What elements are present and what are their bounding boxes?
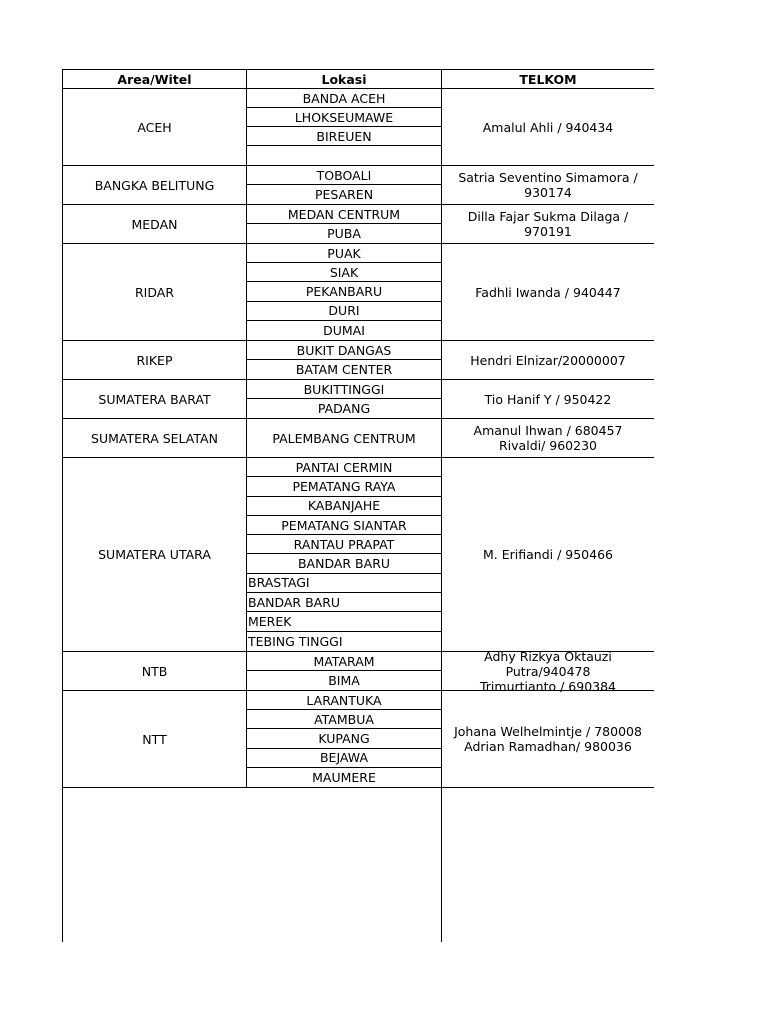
- area-group: [62, 205, 654, 244]
- lokasi-cell[interactable]: BRASTAGI: [247, 574, 441, 593]
- area-group: [62, 341, 654, 380]
- lokasi-cell[interactable]: TEBING TINGGI: [248, 633, 343, 649]
- telkom-cell[interactable]: [441, 166, 654, 204]
- lokasi-list: [246, 458, 441, 651]
- telkom-contact: Trimurtianto / 690384: [479, 678, 617, 694]
- empty-lokasi-cell[interactable]: [246, 788, 441, 942]
- telkom-cell[interactable]: [441, 419, 654, 457]
- telkom-contact: Johana Welhelmintje / 780008: [454, 724, 642, 739]
- lokasi-list: [246, 419, 441, 457]
- telkom-contact: Satria Seventino Simamora / 930174: [458, 170, 638, 200]
- lokasi-list: [246, 652, 441, 690]
- telkom-contact: Amanul Ihwan / 680457: [473, 423, 623, 438]
- lokasi-cell[interactable]: PADANG: [317, 401, 371, 416]
- lokasi-cell[interactable]: PEMATANG SIANTAR: [247, 516, 441, 535]
- telkom-cell[interactable]: [441, 458, 654, 651]
- telkom-contact: Adrian Ramadhan/ 980036: [464, 739, 632, 754]
- lokasi-list: [246, 380, 441, 418]
- lokasi-cell[interactable]: BIREUEN: [247, 127, 441, 146]
- telkom-cell[interactable]: [441, 691, 654, 787]
- lokasi-cell[interactable]: MEDAN CENTRUM: [247, 205, 441, 224]
- header-area-witel[interactable]: Area/Witel: [62, 70, 246, 88]
- lokasi-list: [246, 341, 441, 379]
- telkom-contact: Tio Hanif Y / 950422: [484, 391, 612, 407]
- lokasi-list: [246, 244, 441, 340]
- telkom-contact: Fadhli Iwanda / 940447: [475, 284, 621, 300]
- telkom-cell[interactable]: [441, 89, 654, 165]
- lokasi-cell[interactable]: LARANTUKA: [247, 691, 441, 710]
- area-group: [62, 244, 654, 341]
- area-witel-cell[interactable]: SUMATERA BARAT: [62, 380, 246, 418]
- area-group: [62, 458, 654, 652]
- telkom-cell[interactable]: [441, 380, 654, 418]
- lokasi-cell[interactable]: PUBA: [327, 226, 361, 241]
- lokasi-cell[interactable]: MAUMERE: [312, 769, 376, 785]
- lokasi-cell[interactable]: BATAM CENTER: [295, 362, 393, 377]
- lokasi-cell[interactable]: KUPANG: [247, 729, 441, 748]
- lokasi-cell[interactable]: DURI: [247, 302, 441, 321]
- table-body: [62, 89, 654, 788]
- area-witel-cell[interactable]: RIKEP: [62, 341, 246, 379]
- lokasi-cell[interactable]: MATARAM: [247, 652, 441, 671]
- lokasi-cell[interactable]: PANTAI CERMIN: [247, 458, 441, 477]
- table-header-row: [62, 69, 654, 89]
- lokasi-cell[interactable]: LHOKSEUMAWE: [247, 108, 441, 127]
- area-group: [62, 691, 654, 788]
- area-witel-cell[interactable]: NTB: [62, 652, 246, 690]
- telkom-contact: Hendri Elnizar/20000007: [470, 352, 626, 368]
- lokasi-cell[interactable]: RANTAU PRAPAT: [247, 535, 441, 554]
- lokasi-list: [246, 205, 441, 243]
- empty-area-cell[interactable]: [62, 788, 246, 942]
- lokasi-cell[interactable]: BANDA ACEH: [247, 89, 441, 108]
- area-group: [62, 89, 654, 166]
- lokasi-cell[interactable]: PEKANBARU: [247, 282, 441, 301]
- lokasi-cell[interactable]: BANDAR BARU: [247, 593, 441, 612]
- lokasi-cell[interactable]: ATAMBUA: [247, 710, 441, 729]
- header-telkom[interactable]: TELKOM: [441, 70, 654, 88]
- area-witel-cell[interactable]: SUMATERA UTARA: [62, 458, 246, 651]
- telkom-contact: Rivaldi/ 960230: [499, 438, 597, 453]
- lokasi-cell[interactable]: TOBOALI: [247, 166, 441, 185]
- lokasi-cell[interactable]: MEREK: [247, 612, 441, 631]
- area-witel-cell[interactable]: BANGKA BELITUNG: [62, 166, 246, 204]
- lokasi-cell[interactable]: SIAK: [247, 263, 441, 282]
- lokasi-cell[interactable]: DUMAI: [323, 322, 365, 338]
- lokasi-cell[interactable]: BIMA: [328, 673, 360, 688]
- area-witel-cell[interactable]: RIDAR: [62, 244, 246, 340]
- header-lokasi[interactable]: Lokasi: [246, 70, 441, 88]
- assignment-table: [62, 69, 654, 942]
- area-group: [62, 166, 654, 205]
- telkom-cell[interactable]: [441, 648, 654, 694]
- area-witel-cell[interactable]: SUMATERA SELATAN: [62, 419, 246, 457]
- table-empty-tail: [62, 788, 654, 942]
- area-witel-cell[interactable]: NTT: [62, 691, 246, 787]
- lokasi-cell[interactable]: PUAK: [247, 244, 441, 263]
- empty-telkom-cell[interactable]: [441, 788, 654, 942]
- lokasi-cell[interactable]: BUKITTINGGI: [247, 380, 441, 399]
- lokasi-list: [246, 691, 441, 787]
- lokasi-list: [246, 166, 441, 204]
- telkom-cell[interactable]: [441, 244, 654, 340]
- lokasi-cell[interactable]: KABANJAHE: [247, 497, 441, 516]
- telkom-contact: Dilla Fajar Sukma Dilaga / 970191: [467, 209, 629, 239]
- lokasi-cell[interactable]: [247, 146, 441, 165]
- area-group: [62, 380, 654, 419]
- telkom-contact: Amalul Ahli / 940434: [482, 119, 614, 135]
- area-group: [62, 648, 654, 694]
- lokasi-cell[interactable]: BANDAR BARU: [247, 554, 441, 573]
- lokasi-cell[interactable]: PALEMBANG CENTRUM: [272, 430, 416, 446]
- telkom-cell[interactable]: [441, 205, 654, 243]
- area-witel-cell[interactable]: ACEH: [62, 89, 246, 165]
- lokasi-list: [246, 89, 441, 165]
- lokasi-cell[interactable]: PEMATANG RAYA: [247, 477, 441, 496]
- lokasi-cell[interactable]: PESAREN: [314, 187, 374, 202]
- telkom-contact: Adhy Rizkya Oktauzi Putra/940478: [484, 648, 612, 679]
- area-witel-cell[interactable]: MEDAN: [62, 205, 246, 243]
- telkom-cell[interactable]: [441, 341, 654, 379]
- lokasi-cell[interactable]: BUKIT DANGAS: [247, 341, 441, 360]
- area-group: [62, 419, 654, 458]
- lokasi-cell[interactable]: BEJAWA: [247, 749, 441, 768]
- telkom-contact: M. Erifiandi / 950466: [483, 547, 613, 562]
